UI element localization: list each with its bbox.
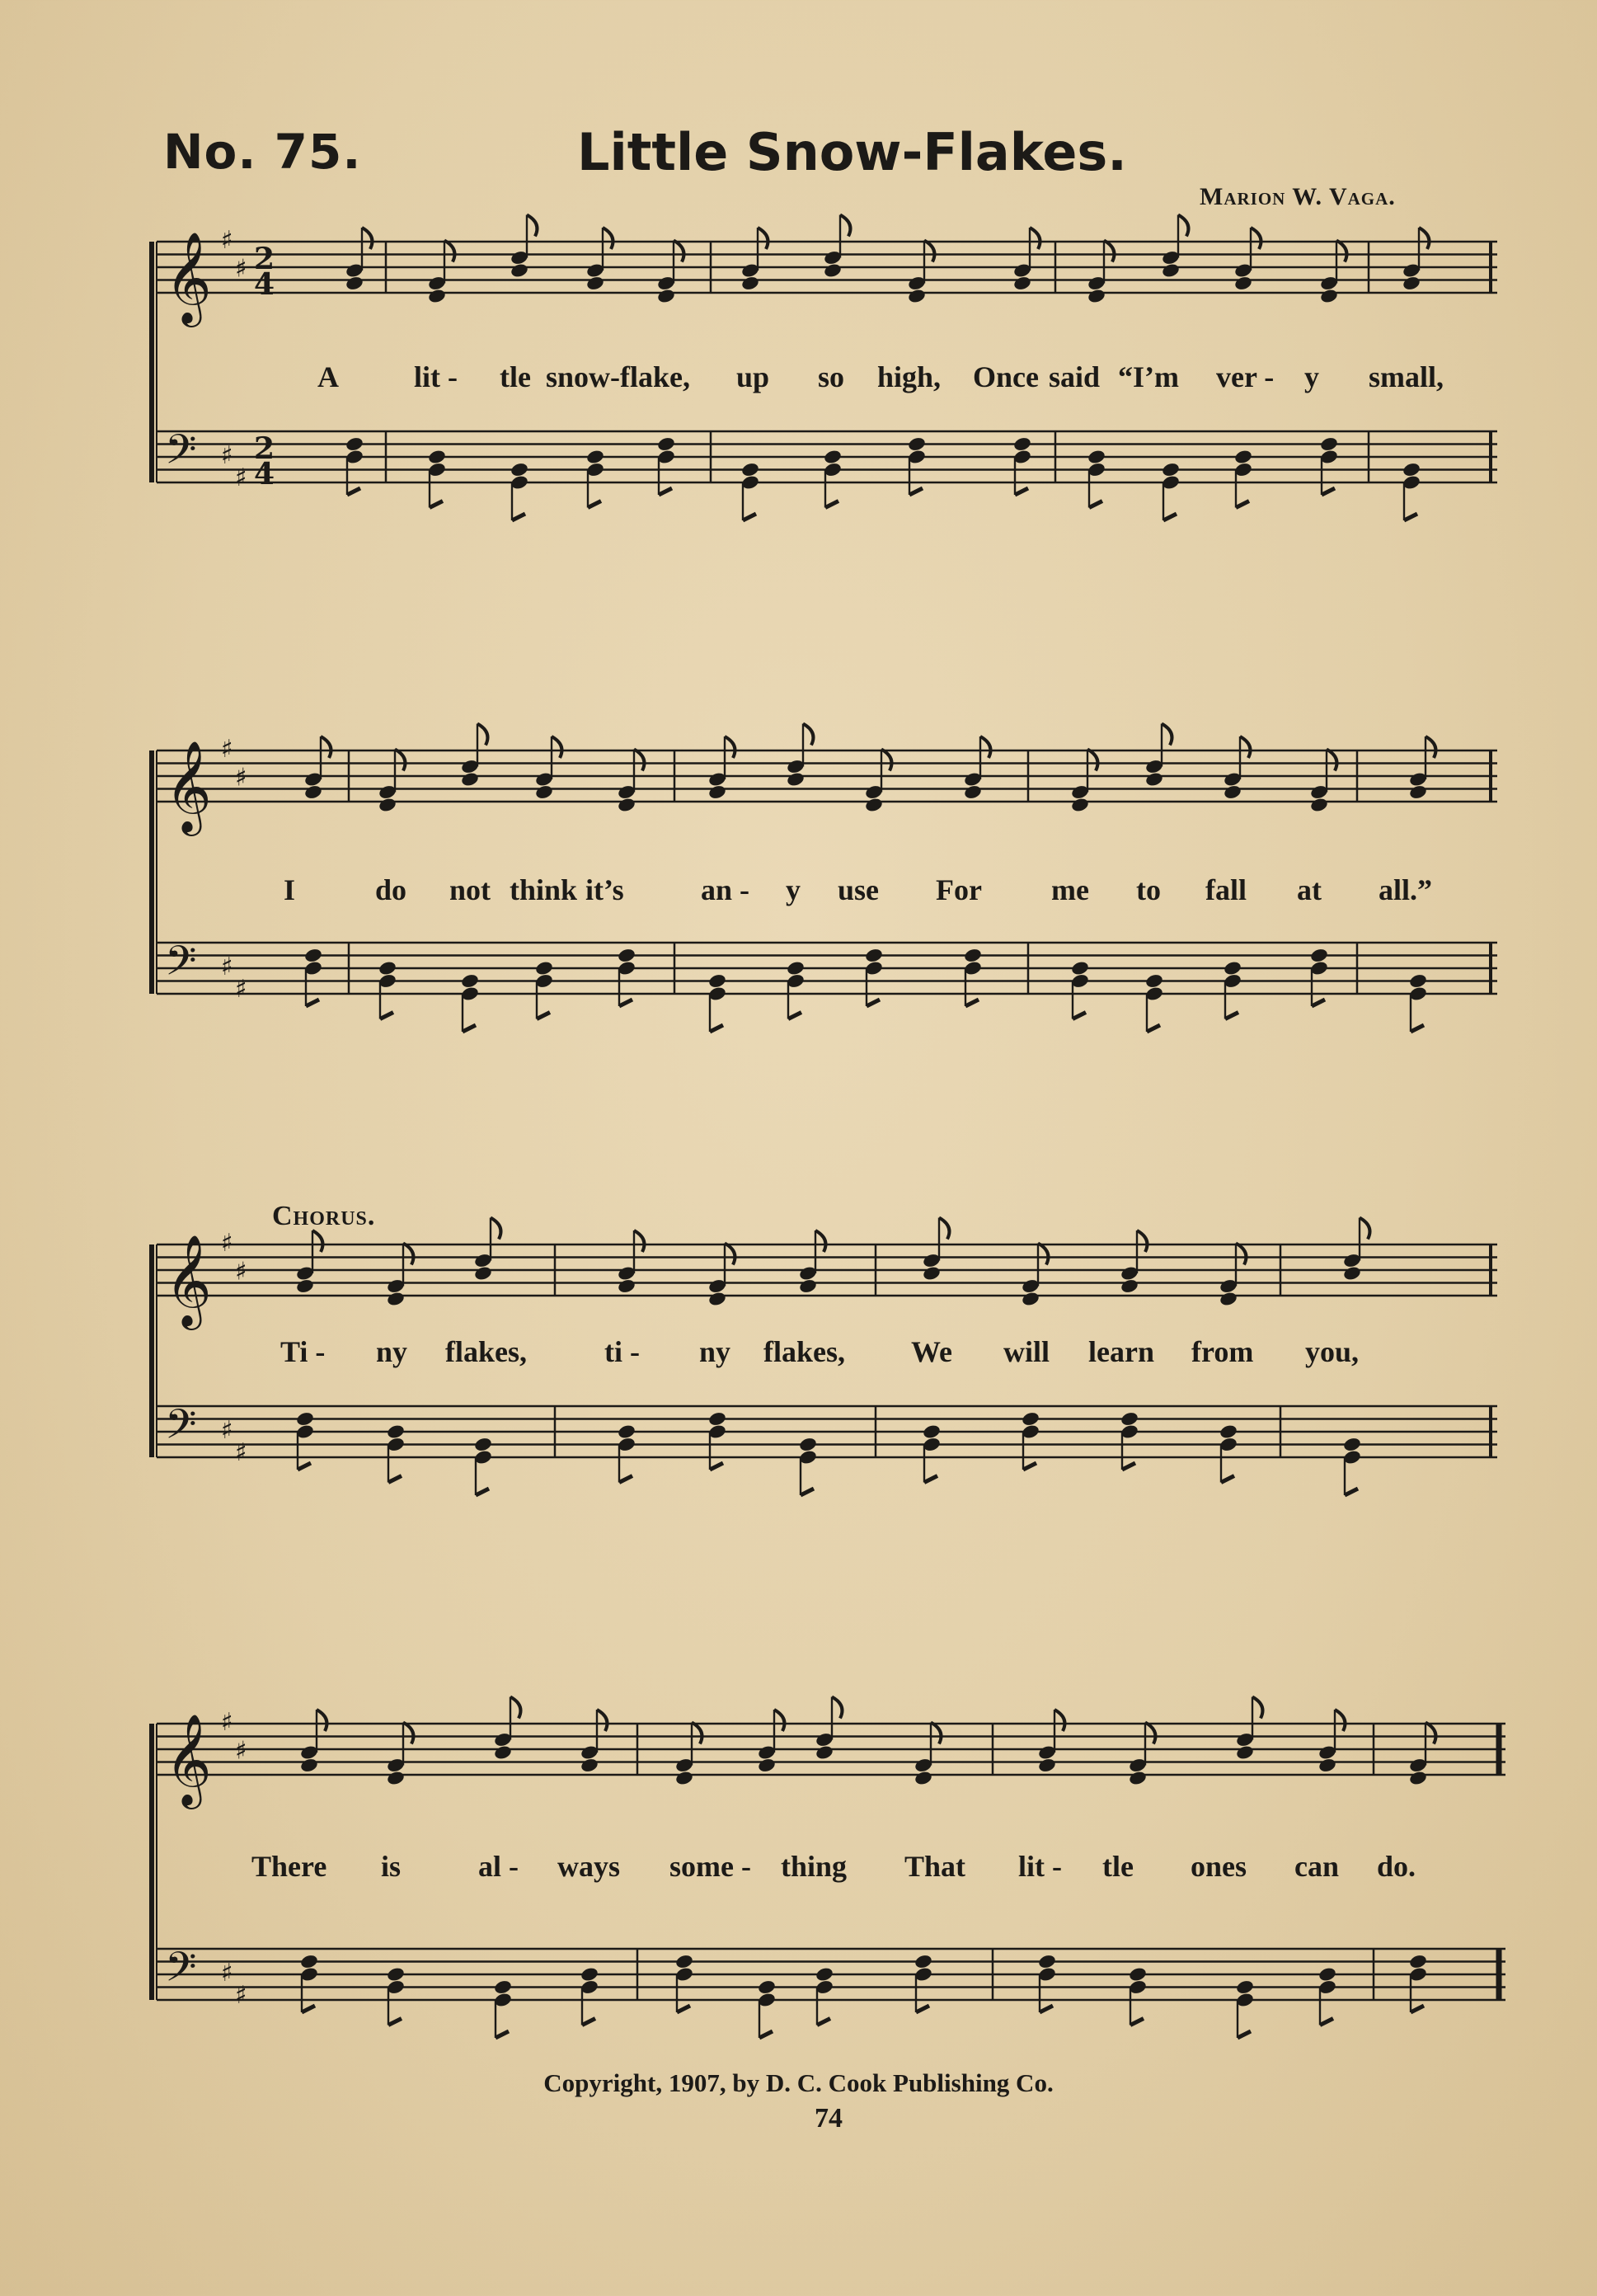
lyric-word: learn [1088,1335,1154,1368]
sharp-sign: ♯ [235,763,247,793]
note-flag [1411,2006,1424,2012]
lyric-word: tle [1102,1850,1134,1883]
note-head [1402,462,1421,478]
note-head [1233,449,1253,465]
lyric-word: is [381,1850,402,1883]
note-flag [476,1489,489,1495]
note-flag [965,1000,979,1006]
note-head [1318,1966,1337,1983]
note-head [303,948,323,964]
bass-clef: 𝄢 [165,1400,197,1459]
chorus-label: Chorus. [272,1201,376,1231]
sharp-sign: ♯ [235,1736,247,1766]
note-flag [743,514,756,520]
note-head [534,784,554,801]
note-flag [924,241,934,262]
note-head [473,1437,493,1453]
lyric-word: lit - [1018,1850,1062,1883]
note-head [757,1979,777,1996]
note-head [1235,1744,1255,1761]
sharp-sign: ♯ [235,1981,247,2010]
note-flag [788,1013,801,1019]
sharp-sign: ♯ [235,1438,247,1467]
note-flag [1145,1723,1155,1744]
note-flag [362,228,372,249]
note-flag [552,736,561,758]
note-flag [347,488,360,495]
note-head [1161,262,1181,279]
note-head [585,449,605,465]
note-flag [317,1710,326,1731]
note-head [1128,1966,1148,1983]
note-flag [1360,1218,1369,1240]
note-flag [1147,1025,1160,1032]
note-flag [403,1244,413,1265]
note-flag [634,750,644,771]
note-head [1408,1954,1428,1970]
time-signature: 2 [254,242,275,276]
note-head [299,1757,319,1774]
note-flag [1073,1013,1086,1019]
note-flag [1426,736,1435,758]
lyric-word: an - [701,873,750,906]
note-head [907,288,927,304]
note-flag [1320,2019,1333,2025]
note-head [707,784,727,801]
note-flag [801,1489,814,1495]
note-head [386,1291,406,1307]
sharp-sign: ♯ [221,1708,233,1737]
note-head [1120,1278,1139,1295]
note-flag [1336,241,1346,262]
note-head [1219,1291,1238,1307]
note-flag [597,1710,607,1731]
note-head [534,960,554,976]
note-head [585,275,605,292]
note-head [1128,1770,1148,1786]
note-head [1219,1423,1238,1440]
lyric-word: said [1049,360,1101,393]
note-head [757,1757,777,1774]
sharp-sign: ♯ [235,1257,247,1287]
note-head [963,784,983,801]
note-head [907,436,927,453]
note-head [656,288,676,304]
sharp-sign: ♯ [221,1416,233,1445]
note-flag [395,750,405,771]
note-flag [1252,1697,1262,1719]
note-head [1087,449,1106,465]
note-flag [725,736,735,758]
page-number: 74 [815,2103,843,2134]
note-head [386,1770,406,1786]
note-head [656,436,676,453]
note-head [378,797,397,813]
note-head [295,1278,315,1295]
note-head [427,449,447,465]
note-flag [306,1000,319,1006]
note-flag [759,2031,773,2038]
note-head [1021,1411,1040,1428]
note-head [963,948,983,964]
note-head [580,1966,599,1983]
treble-clef: 𝄞 [165,231,212,323]
lyric-word: y [786,873,801,906]
sharp-sign: ♯ [221,953,233,981]
note-flag [674,241,683,262]
sharp-sign: ♯ [221,735,233,764]
note-head [1021,1291,1040,1307]
note-head [1342,1265,1362,1282]
note-flag [619,1000,632,1006]
lyric-word: Ti - [280,1335,326,1368]
note-head [295,1411,315,1428]
note-flag [1162,724,1172,746]
note-flag [1030,228,1040,249]
lyric-word: think [510,873,578,906]
time-signature: 4 [254,457,275,492]
note-head [510,262,529,279]
lyric-word: it’s [585,873,624,906]
lyric-word: ones [1191,1850,1247,1883]
note-head [674,1770,694,1786]
lyric-word: thing [781,1850,848,1883]
note-head [345,275,364,292]
note-head [1235,1979,1255,1996]
note-flag [677,2006,690,2012]
treble-clef: 𝄞 [165,740,212,832]
note-head [1319,288,1339,304]
note-flag [840,215,850,237]
note-flag [1104,241,1114,262]
note-flag [1054,1710,1064,1731]
note-head [1342,1437,1362,1453]
note-head [1144,771,1164,788]
note-head [493,1744,513,1761]
note-head [303,784,323,801]
lyric-word: y [1304,360,1319,393]
note-head [510,462,529,478]
lyric-word: al - [478,1850,519,1883]
note-flag [803,724,813,746]
note-flag [980,736,990,758]
note-flag [725,1244,735,1265]
note-head [1120,1411,1139,1428]
note-flag [1236,501,1249,508]
note-head [460,771,480,788]
note-head [1012,275,1032,292]
note-flag [1178,215,1188,237]
note-flag [1411,1025,1424,1032]
time-signature: 2 [254,431,275,466]
note-flag [512,514,525,520]
lyric-word: not [449,873,491,906]
note-flag [659,488,672,495]
note-head [798,1437,818,1453]
note-head [1223,784,1242,801]
note-flag [588,501,601,508]
lyric-word: from [1191,1335,1254,1368]
bass-clef: 𝄢 [165,1943,197,2002]
treble-clef: 𝄞 [165,1234,212,1326]
note-head [1408,973,1428,990]
note-head [1037,1954,1057,1970]
note-head [378,960,397,976]
note-head [707,973,727,990]
note-flag [1251,228,1261,249]
note-head [617,948,636,964]
lyric-word: snow-flake, [546,360,691,393]
note-flag [1335,1710,1345,1731]
note-head [386,1966,406,1983]
note-head [823,262,843,279]
note-flag [1087,750,1097,771]
lyric-word: high, [877,360,942,393]
note-head [823,449,843,465]
note-head [580,1757,599,1774]
note-head [1012,436,1032,453]
note-head [1408,784,1428,801]
lyric-word: small, [1369,360,1444,393]
note-flag [692,1723,702,1744]
note-head [864,948,884,964]
note-flag [1130,2019,1144,2025]
note-flag [774,1710,784,1731]
note-head [1309,948,1329,964]
bass-clef: 𝄢 [165,426,197,484]
sharp-sign: ♯ [221,226,233,255]
note-flag [1163,514,1177,520]
lyric-word: will [1003,1335,1050,1368]
note-flag [916,2006,929,2012]
note-head [786,771,806,788]
note-flag [1089,501,1102,508]
lyric-word: “I’m [1118,360,1179,393]
note-head [815,1966,834,1983]
lyric-word: do [375,873,407,906]
sharp-sign: ♯ [221,1229,233,1258]
lyric-word: ti - [604,1335,640,1368]
note-head [1087,288,1106,304]
lyric-word: all.” [1379,873,1433,906]
note-flag [380,1013,393,1019]
note-flag [298,1463,311,1470]
note-flag [388,2019,402,2025]
lyric-word: tle [500,360,531,393]
note-head [460,973,480,990]
note-flag [1426,1723,1435,1744]
note-head [1309,797,1329,813]
note-head [1318,1757,1337,1774]
note-head [922,1265,942,1282]
note-head [1319,436,1339,453]
lyric-word: you, [1305,1335,1360,1368]
note-head [922,1423,942,1440]
note-head [1161,462,1181,478]
note-head [707,1411,727,1428]
note-head [674,1954,694,1970]
lyric-word: There [251,1850,327,1883]
note-flag [463,1025,476,1032]
note-head [345,436,364,453]
note-flag [527,215,537,237]
note-head [864,797,884,813]
note-head [914,1954,933,1970]
lyric-word: A [317,360,339,393]
note-head [1223,960,1242,976]
note-head [617,1278,636,1295]
lyric-word: For [936,873,982,906]
note-head [1144,973,1164,990]
copyright-notice: Copyright, 1907, by D. C. Cook Publishing Co. [543,2068,1054,2097]
note-flag [1322,488,1335,495]
note-flag [1023,1463,1036,1470]
note-flag [430,501,443,508]
note-head [914,1770,933,1786]
sharp-sign: ♯ [235,463,247,492]
note-flag [403,1723,413,1744]
lyric-word: fall [1205,873,1247,906]
note-flag [1038,1244,1048,1265]
note-flag [321,736,331,758]
note-flag [931,1723,941,1744]
sharp-sign: ♯ [235,975,247,1004]
note-flag [1137,1230,1147,1252]
lyric-word: can [1294,1850,1339,1883]
note-head [493,1979,513,1996]
note-head [1070,960,1090,976]
lyric-word: so [818,360,845,393]
lyric-word: ny [376,1335,408,1368]
note-flag [710,1025,723,1032]
note-head [386,1423,406,1440]
note-flag [444,241,454,262]
note-flag [603,228,613,249]
note-head [740,462,760,478]
hymn-number: No. 75. [163,124,362,180]
note-flag [537,1013,550,1019]
note-flag [1419,228,1429,249]
note-flag [302,2006,315,2012]
note-flag [1040,2006,1053,2012]
sharp-sign: ♯ [221,441,233,470]
hymn-title: Little Snow-Flakes. [577,122,1127,182]
time-signature: 4 [254,267,275,302]
lyric-word: me [1051,873,1089,906]
note-flag [582,2019,595,2025]
note-flag [1240,736,1250,758]
note-head [1408,1770,1428,1786]
sharp-sign: ♯ [221,1959,233,1988]
lyric-word: use [838,873,880,906]
note-head [786,960,806,976]
note-flag [619,1476,632,1483]
author-credit: Marion W. Vaga. [1200,183,1396,210]
note-flag [1015,488,1028,495]
note-flag [939,1218,949,1240]
note-flag [510,1697,520,1719]
note-head [1233,275,1253,292]
note-flag [924,1476,937,1483]
lyric-word: ways [557,1850,621,1883]
note-flag [312,1230,322,1252]
lyric-word: at [1297,873,1322,906]
note-head [740,275,760,292]
note-flag [1225,1013,1238,1019]
note-flag [1236,1244,1246,1265]
note-flag [832,1697,842,1719]
note-flag [1327,750,1336,771]
note-flag [1312,1000,1325,1006]
sharp-sign: ♯ [235,254,247,284]
note-flag [1122,1463,1135,1470]
note-head [1402,275,1421,292]
lyric-word: Once [973,360,1039,393]
lyric-word: I [284,873,296,906]
note-head [1037,1757,1057,1774]
note-flag [758,228,768,249]
note-head [617,1423,636,1440]
note-flag [710,1463,723,1470]
lyric-word: do. [1377,1850,1416,1883]
note-head [299,1954,319,1970]
note-flag [1404,514,1417,520]
note-flag [815,1230,825,1252]
lyric-word: ver - [1216,360,1275,393]
treble-clef: 𝄞 [165,1713,212,1805]
note-flag [1345,1489,1358,1495]
lyric-word: to [1136,873,1161,906]
note-flag [881,750,891,771]
lyric-word: lit - [414,360,458,393]
note-flag [1221,1476,1234,1483]
bass-clef: 𝄢 [165,937,197,995]
note-flag [867,1000,880,1006]
note-flag [496,2031,509,2038]
note-flag [817,2019,830,2025]
lyric-word: some - [669,1850,751,1883]
note-head [473,1265,493,1282]
note-head [798,1278,818,1295]
lyric-word: flakes, [445,1335,527,1368]
note-flag [491,1218,500,1240]
note-flag [909,488,923,495]
lyric-word: up [736,360,770,393]
lyric-word: ny [699,1335,731,1368]
note-head [815,1744,834,1761]
lyric-word: That [904,1850,966,1883]
lyric-word: flakes, [763,1335,845,1368]
lyric-word: We [911,1335,952,1368]
note-head [1070,797,1090,813]
note-flag [825,501,838,508]
note-head [707,1291,727,1307]
note-flag [388,1476,402,1483]
note-head [617,797,636,813]
note-flag [477,724,487,746]
note-head [427,288,447,304]
note-flag [634,1230,644,1252]
note-flag [1238,2031,1251,2038]
